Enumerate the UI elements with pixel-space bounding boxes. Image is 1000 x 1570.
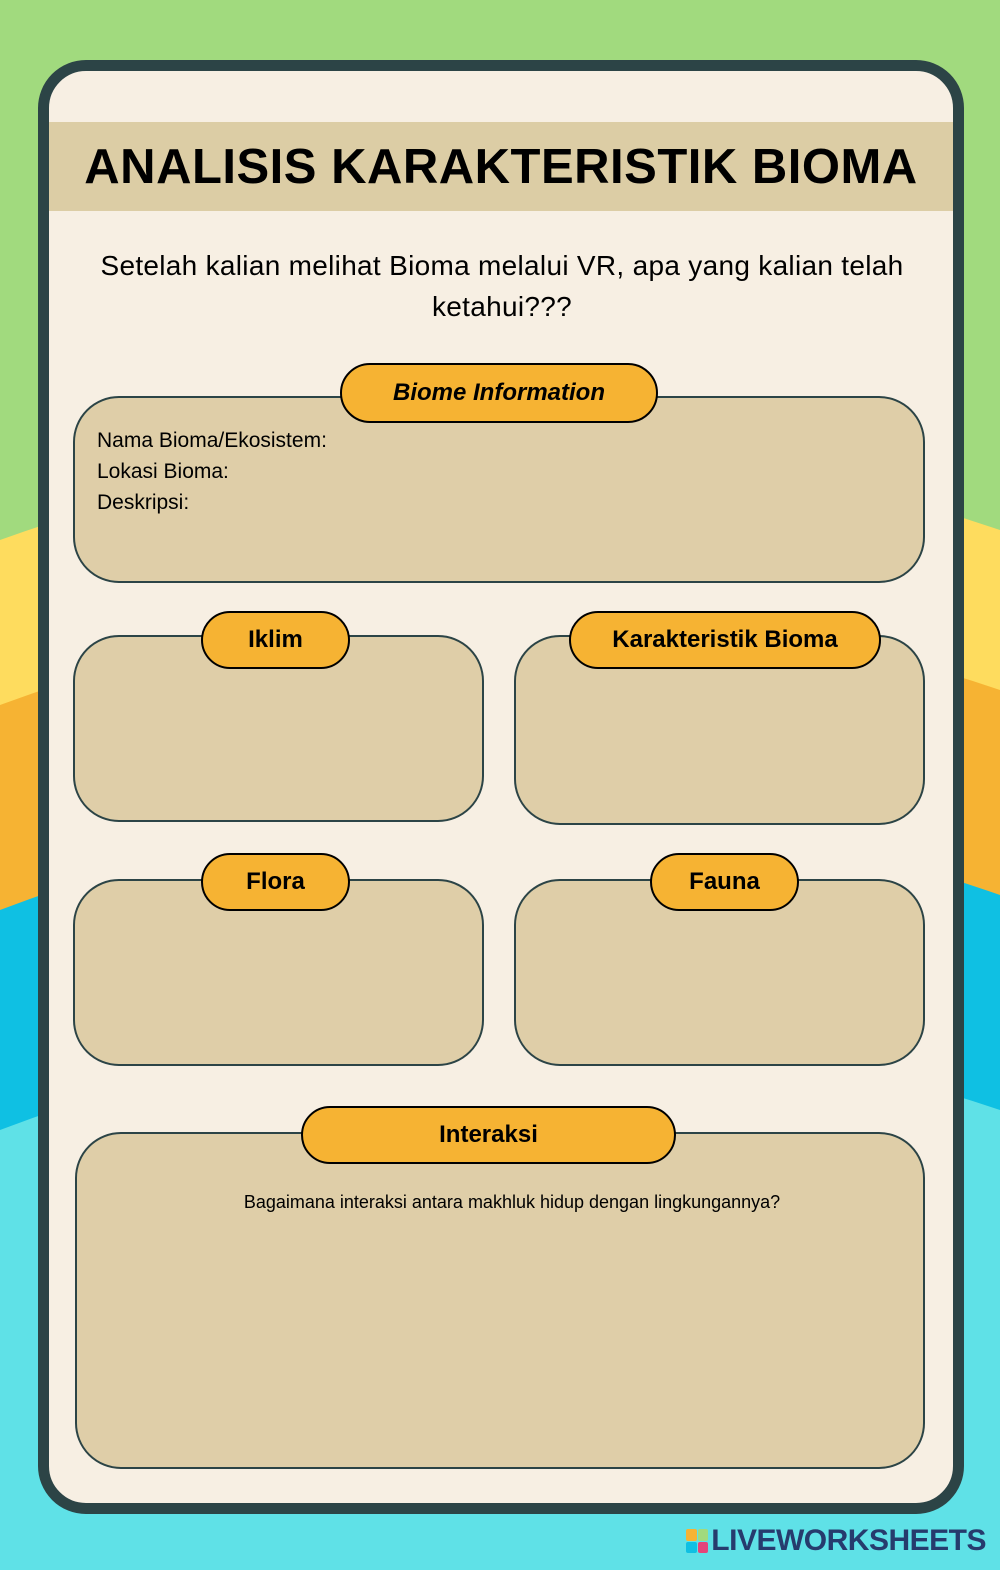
liveworksheets-brand[interactable] xyxy=(686,1524,986,1558)
field-lokasi-bioma: Lokasi Bioma: xyxy=(97,460,229,483)
field-deskripsi: Deskripsi: xyxy=(97,491,190,514)
intro-text: Setelah kalian melihat Bioma melalui VR, apa yang kalian telah ketahui??? xyxy=(100,250,904,322)
title-band xyxy=(49,122,953,211)
field-nama-bioma: Nama Bioma/Ekosistem: xyxy=(97,429,327,452)
biome-information-label: Biome Information xyxy=(340,363,658,423)
fauna-label: Fauna xyxy=(650,853,799,911)
liveworksheets-logo-icon xyxy=(686,1529,708,1553)
iklim-label: Iklim xyxy=(201,611,350,669)
page-title: ANALISIS KARAKTERISTIK BIOMA xyxy=(84,139,918,194)
karakteristik-bioma-label: Karakteristik Bioma xyxy=(569,611,881,669)
biome-information-box[interactable] xyxy=(73,396,925,583)
brand-name: LIVEWORKSHEETS xyxy=(711,1524,986,1557)
interaksi-label: Interaksi xyxy=(301,1106,676,1164)
interaksi-box[interactable] xyxy=(75,1132,925,1469)
flora-label: Flora xyxy=(201,853,350,911)
interaksi-question: Bagaimana interaksi antara makhluk hidup dengan lingkungannya? xyxy=(243,1192,781,1212)
worksheet-card xyxy=(38,60,964,1514)
